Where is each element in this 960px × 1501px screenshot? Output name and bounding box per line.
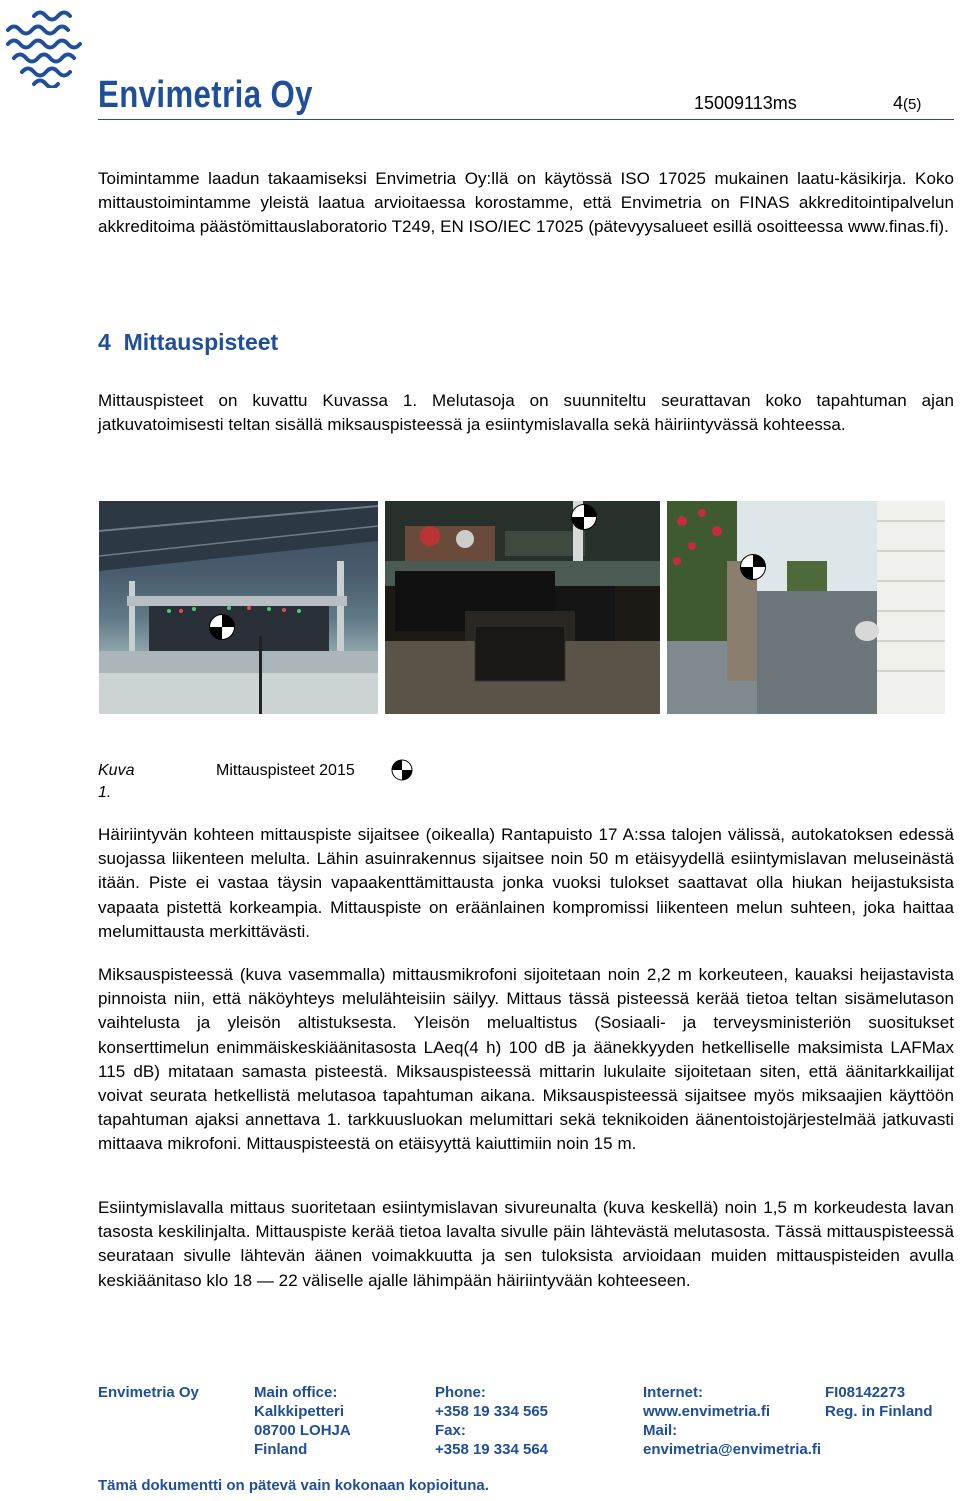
footer-office-city: 08700 LOHJA bbox=[254, 1422, 351, 1439]
section-title: Mittauspisteet bbox=[123, 329, 279, 355]
footer-phone-number: +358 19 334 565 bbox=[435, 1403, 549, 1420]
photo-stage-point bbox=[385, 501, 660, 714]
measurement-point-marker-icon bbox=[571, 504, 597, 530]
footer-business-id: FI08142273 bbox=[825, 1384, 906, 1401]
footer-office-country: Finland bbox=[254, 1441, 308, 1458]
mixing-point-paragraph: Miksauspisteessä (kuva vasemmalla) mittausmikrofoni sijoitetaan noin 2,2 m korkeuteen, kauaksi heijastavista pinnoista niin, että näköyhteys melulähteisiin säilyy. Mittaus tässä pisteessä kerää tietoa teltan sisämelutason vaihtelusta ja yleisön altistuksesta. Yleisön melualtistus (Sosiaali- ja terveysministeriön suositukset konserttimelun enimmäiskeskiäänitasosta LAeq(4 h) 100 dB ja äänekkyyden hetkelliselle maksimista LAFMax 115 dB) mitataan samasta pisteestä. Miksauspisteessä mittarin lukulaite sijoitetaan siten, että äänitarkkailijat voivat seurata hetkellistä melutasoa tapahtuman aikana. Miksauspisteessä sijaitsee myös miksaajien käyttöön tapahtuman ajaksi annettava 1. tarkkuusluokan melumittari sekä teknikoiden äänentoistojärjestelmää jatkuvasti mittaava mikrofoni. Mittauspisteestä on etäisyyttä kaiuttimiin noin 15 m. bbox=[98, 965, 954, 1154]
footer-fax-number: +358 19 334 564 bbox=[435, 1441, 549, 1458]
photo-mixing-point bbox=[99, 501, 378, 714]
footer-website-link[interactable]: www.envimetria.fi bbox=[643, 1403, 770, 1420]
street-scene-illustration bbox=[667, 501, 945, 714]
company-name: Envimetria Oy bbox=[98, 74, 313, 116]
header-divider bbox=[98, 119, 954, 120]
measurement-point-legend-icon bbox=[391, 759, 413, 781]
footer-fax-label: Fax: bbox=[435, 1422, 466, 1439]
stage-scene-illustration bbox=[385, 501, 660, 714]
page-indicator bbox=[893, 92, 921, 116]
page-number: 4 bbox=[893, 93, 904, 113]
caption-label: Kuva 1. bbox=[98, 762, 135, 801]
footer-office-street: Kalkkipetteri bbox=[254, 1403, 345, 1420]
footer-company-name: Envimetria Oy bbox=[98, 1384, 199, 1401]
measurement-point-marker-icon bbox=[209, 614, 235, 640]
photo-residential-point bbox=[667, 501, 945, 714]
footer-phone bbox=[435, 1383, 548, 1459]
company-logo-icon bbox=[4, 4, 86, 88]
footer-copy-note: Tämä dokumentti on pätevä vain kokonaan kopioituna. bbox=[98, 1477, 489, 1494]
footer-registration bbox=[825, 1383, 933, 1421]
intro-paragraph: Mittauspisteet on kuvattu Kuvassa 1. Melutasoja on suunniteltu seurattavan koko tapahtuman ajan jatkuvatoimisesti teltan sisällä miksauspisteessä ja esiintymislavalla sekä häiriintyvässä kohteessa. bbox=[98, 391, 954, 435]
footer-internet bbox=[643, 1383, 821, 1459]
footer-phone-label: Phone: bbox=[435, 1384, 486, 1401]
footer-email-link[interactable]: envimetria@envimetria.fi bbox=[643, 1441, 822, 1458]
section-number: 4 bbox=[98, 329, 111, 355]
footer-internet-label: Internet: bbox=[643, 1384, 703, 1401]
caption-text: Mittauspisteet 2015 bbox=[216, 762, 355, 779]
footer-company bbox=[98, 1383, 199, 1402]
footer-office-label: Main office: bbox=[254, 1384, 338, 1401]
section-heading bbox=[98, 328, 278, 356]
footer-registration-text: Reg. in Finland bbox=[825, 1403, 933, 1420]
quality-paragraph: Toimintamme laadun takaamiseksi Envimetria Oy:llä on käytössä ISO 17025 mukainen laatu-käsikirja. Koko mittaustoimintamme yleistä laatua arvioitaessa korostamme, että Envimetria on FINAS akkreditointipalvelun akkreditoima päästömittauslaboratorio T249, EN ISO/IEC 17025 (pätevyysalueet esillä osoitteessa www.finas.fi). bbox=[98, 169, 954, 237]
page-total: (5) bbox=[903, 96, 922, 113]
document-number: 15009113ms bbox=[694, 93, 797, 113]
stage-point-paragraph: Esiintymislavalla mittaus suoritetaan esiintymislavan sivureunalta (kuva keskellä) noin 1,5 m korkeudesta lavan tasosta keskilinjalta. Mittauspiste kerää tietoa lavalta sivulle päin lähtevästä melutasosta. Tässä mittauspisteessä seurataan sivulle lähtevän äänen voimakkuutta ja sen tuloksista arvioidaan muiden mittauspisteiden avulla keskiäänitaso klo 18 — 22 väliselle ajalle lähimpään häiriintyvään kohteeseen. bbox=[98, 1198, 954, 1290]
footer-mail-label: Mail: bbox=[643, 1422, 678, 1439]
measurement-point-marker-icon bbox=[740, 554, 766, 580]
tent-scene-illustration bbox=[99, 501, 378, 714]
footer-office bbox=[254, 1383, 351, 1459]
disturbed-point-paragraph: Häiriintyvän kohteen mittauspiste sijaitsee (oikealla) Rantapuisto 17 A:ssa talojen välissä, autokatoksen edessä suojassa liikenteen melulta. Lähin asuinrakennus sijaitsee noin 50 m etäisyydellä esiintymislavan meluseinästä itään. Piste ei vastaa täysin vapaakenttämittausta jonka vuoksi tulokset saattavat olla hiukan heijastuksista vapaata pistettä korkeampia. Mittauspiste on eräänlainen kompromissi liikenteen melun suhteen, joka haittaa melumittausta merkittävästi. bbox=[98, 825, 954, 941]
